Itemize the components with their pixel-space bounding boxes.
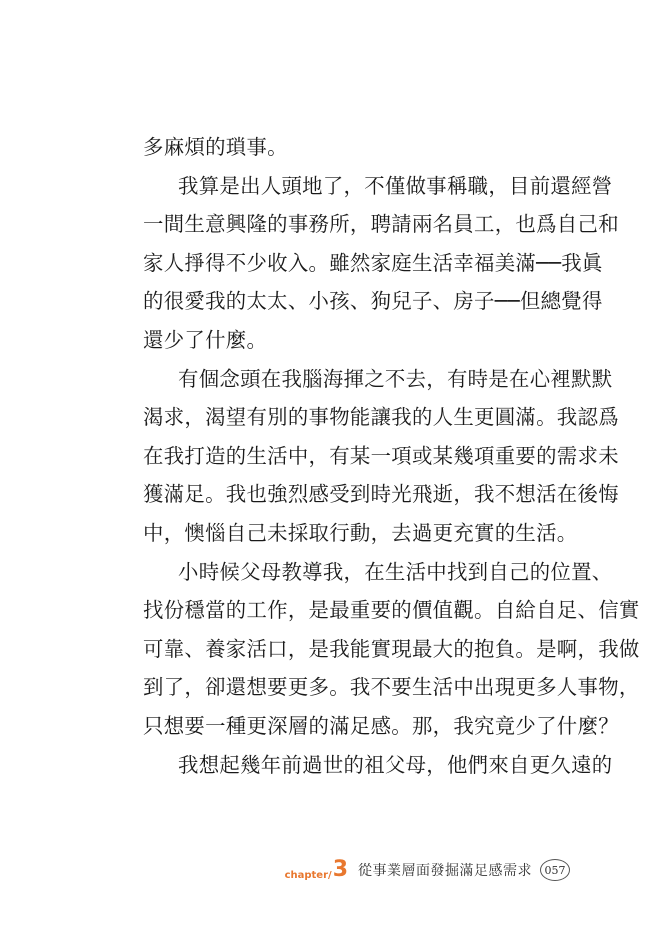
page-footer bbox=[0, 852, 663, 892]
running-footer bbox=[285, 852, 570, 888]
page-number: 057 bbox=[540, 859, 570, 881]
text-line: 只想要一種更深層的滿足感。那，我究竟少了什麼？ bbox=[143, 713, 619, 738]
text-line: 還少了什麼。 bbox=[143, 327, 268, 352]
text-line: 的很愛我的太太、小孩、狗兒子、房子──但總覺得 bbox=[143, 289, 603, 314]
text-line: 我想起幾年前過世的祖父母，他們來自更久遠的 bbox=[178, 752, 613, 777]
text-line: 中，懊惱自己未採取行動，去過更充實的生活。 bbox=[143, 520, 578, 545]
text-line: 可靠、養家活口，是我能實現最大的抱負。是啊，我做 bbox=[143, 636, 640, 661]
text-line: 在我打造的生活中，有某一項或某幾項重要的需求未 bbox=[143, 443, 619, 468]
text-line: 家人掙得不少收入。雖然家庭生活幸福美滿──我眞 bbox=[143, 250, 603, 275]
text-line: 多麻煩的瑣事。 bbox=[143, 135, 288, 159]
text-line: 我算是出人頭地了，不僅做事稱職，目前還經營 bbox=[178, 173, 613, 198]
text-line: 渴求，渴望有別的事物能讓我的人生更圓滿。我認爲 bbox=[143, 405, 619, 430]
text-line: 小時候父母教導我，在生活中找到自己的位置、 bbox=[178, 559, 613, 584]
body-text bbox=[143, 128, 640, 784]
chapter-number: 3 bbox=[332, 857, 348, 882]
text-line: 一間生意興隆的事務所，聘請兩名員工，也爲自己和 bbox=[143, 212, 619, 237]
text-line: 到了，卻還想要更多。我不要生活中出現更多人事物， bbox=[143, 675, 640, 700]
text-line: 有個念頭在我腦海揮之不去，有時是在心裡默默 bbox=[178, 366, 613, 391]
chapter-label: chapter/ bbox=[284, 869, 332, 881]
text-line: 找份穩當的工作，是最重要的價值觀。自給自足、信實 bbox=[143, 598, 640, 623]
text-line: 獲滿足。我也強烈感受到時光飛逝，我不想活在後悔 bbox=[143, 482, 619, 507]
section-title: 從事業層面發掘滿足感需求 bbox=[358, 863, 532, 879]
